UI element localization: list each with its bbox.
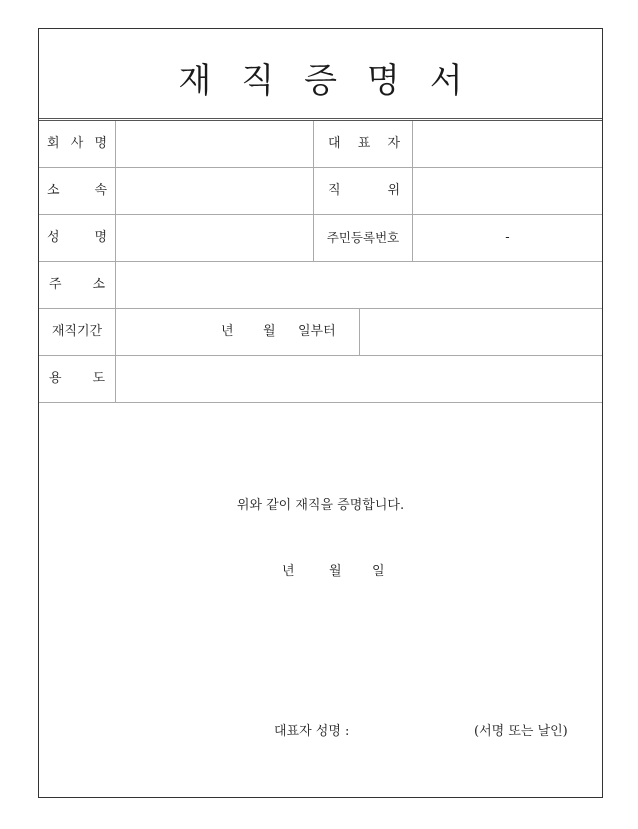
row-purpose bbox=[39, 356, 602, 403]
representative-field[interactable] bbox=[413, 121, 602, 167]
purpose-field[interactable] bbox=[116, 356, 602, 402]
department-field[interactable] bbox=[116, 168, 313, 214]
position-field[interactable] bbox=[413, 168, 602, 214]
row-period bbox=[39, 309, 602, 356]
date-year: 년 bbox=[282, 564, 295, 579]
department-label: 소 속 bbox=[47, 183, 107, 198]
address-field[interactable] bbox=[116, 262, 602, 308]
row-department bbox=[39, 168, 602, 215]
purpose-label: 용 도 bbox=[49, 371, 105, 386]
representative-signature-label: 대표자 성명 : bbox=[274, 724, 350, 739]
resident-number-label: 주민등록번호 bbox=[326, 230, 400, 245]
title-header bbox=[39, 29, 602, 121]
position-label: 직 위 bbox=[328, 183, 400, 198]
company-name-field[interactable] bbox=[116, 121, 313, 167]
date-month: 월 bbox=[329, 564, 342, 579]
divider bbox=[115, 309, 116, 355]
row-address bbox=[39, 262, 602, 309]
date-day: 일 bbox=[372, 564, 385, 579]
period-month: 월 bbox=[263, 324, 276, 339]
representative-label: 대 표 자 bbox=[328, 136, 400, 151]
row-company bbox=[39, 121, 602, 168]
name-label: 성 명 bbox=[47, 230, 107, 245]
certificate-form bbox=[38, 28, 603, 798]
company-name-label: 회 사 명 bbox=[47, 136, 107, 151]
period-end-field[interactable] bbox=[360, 309, 602, 355]
period-year: 년 bbox=[221, 324, 234, 339]
document-title: 재직증명서 bbox=[178, 61, 493, 101]
resident-number-field[interactable]: - bbox=[505, 230, 510, 245]
name-field[interactable] bbox=[116, 215, 313, 261]
period-day-from: 일부터 bbox=[298, 324, 336, 339]
signature-note[interactable]: (서명 또는 날인) bbox=[474, 724, 568, 739]
address-label: 주 소 bbox=[49, 277, 105, 292]
row-name bbox=[39, 215, 602, 262]
certification-statement: 위와 같이 재직을 증명합니다. bbox=[236, 498, 405, 513]
employment-period-label: 재직기간 bbox=[51, 324, 103, 339]
